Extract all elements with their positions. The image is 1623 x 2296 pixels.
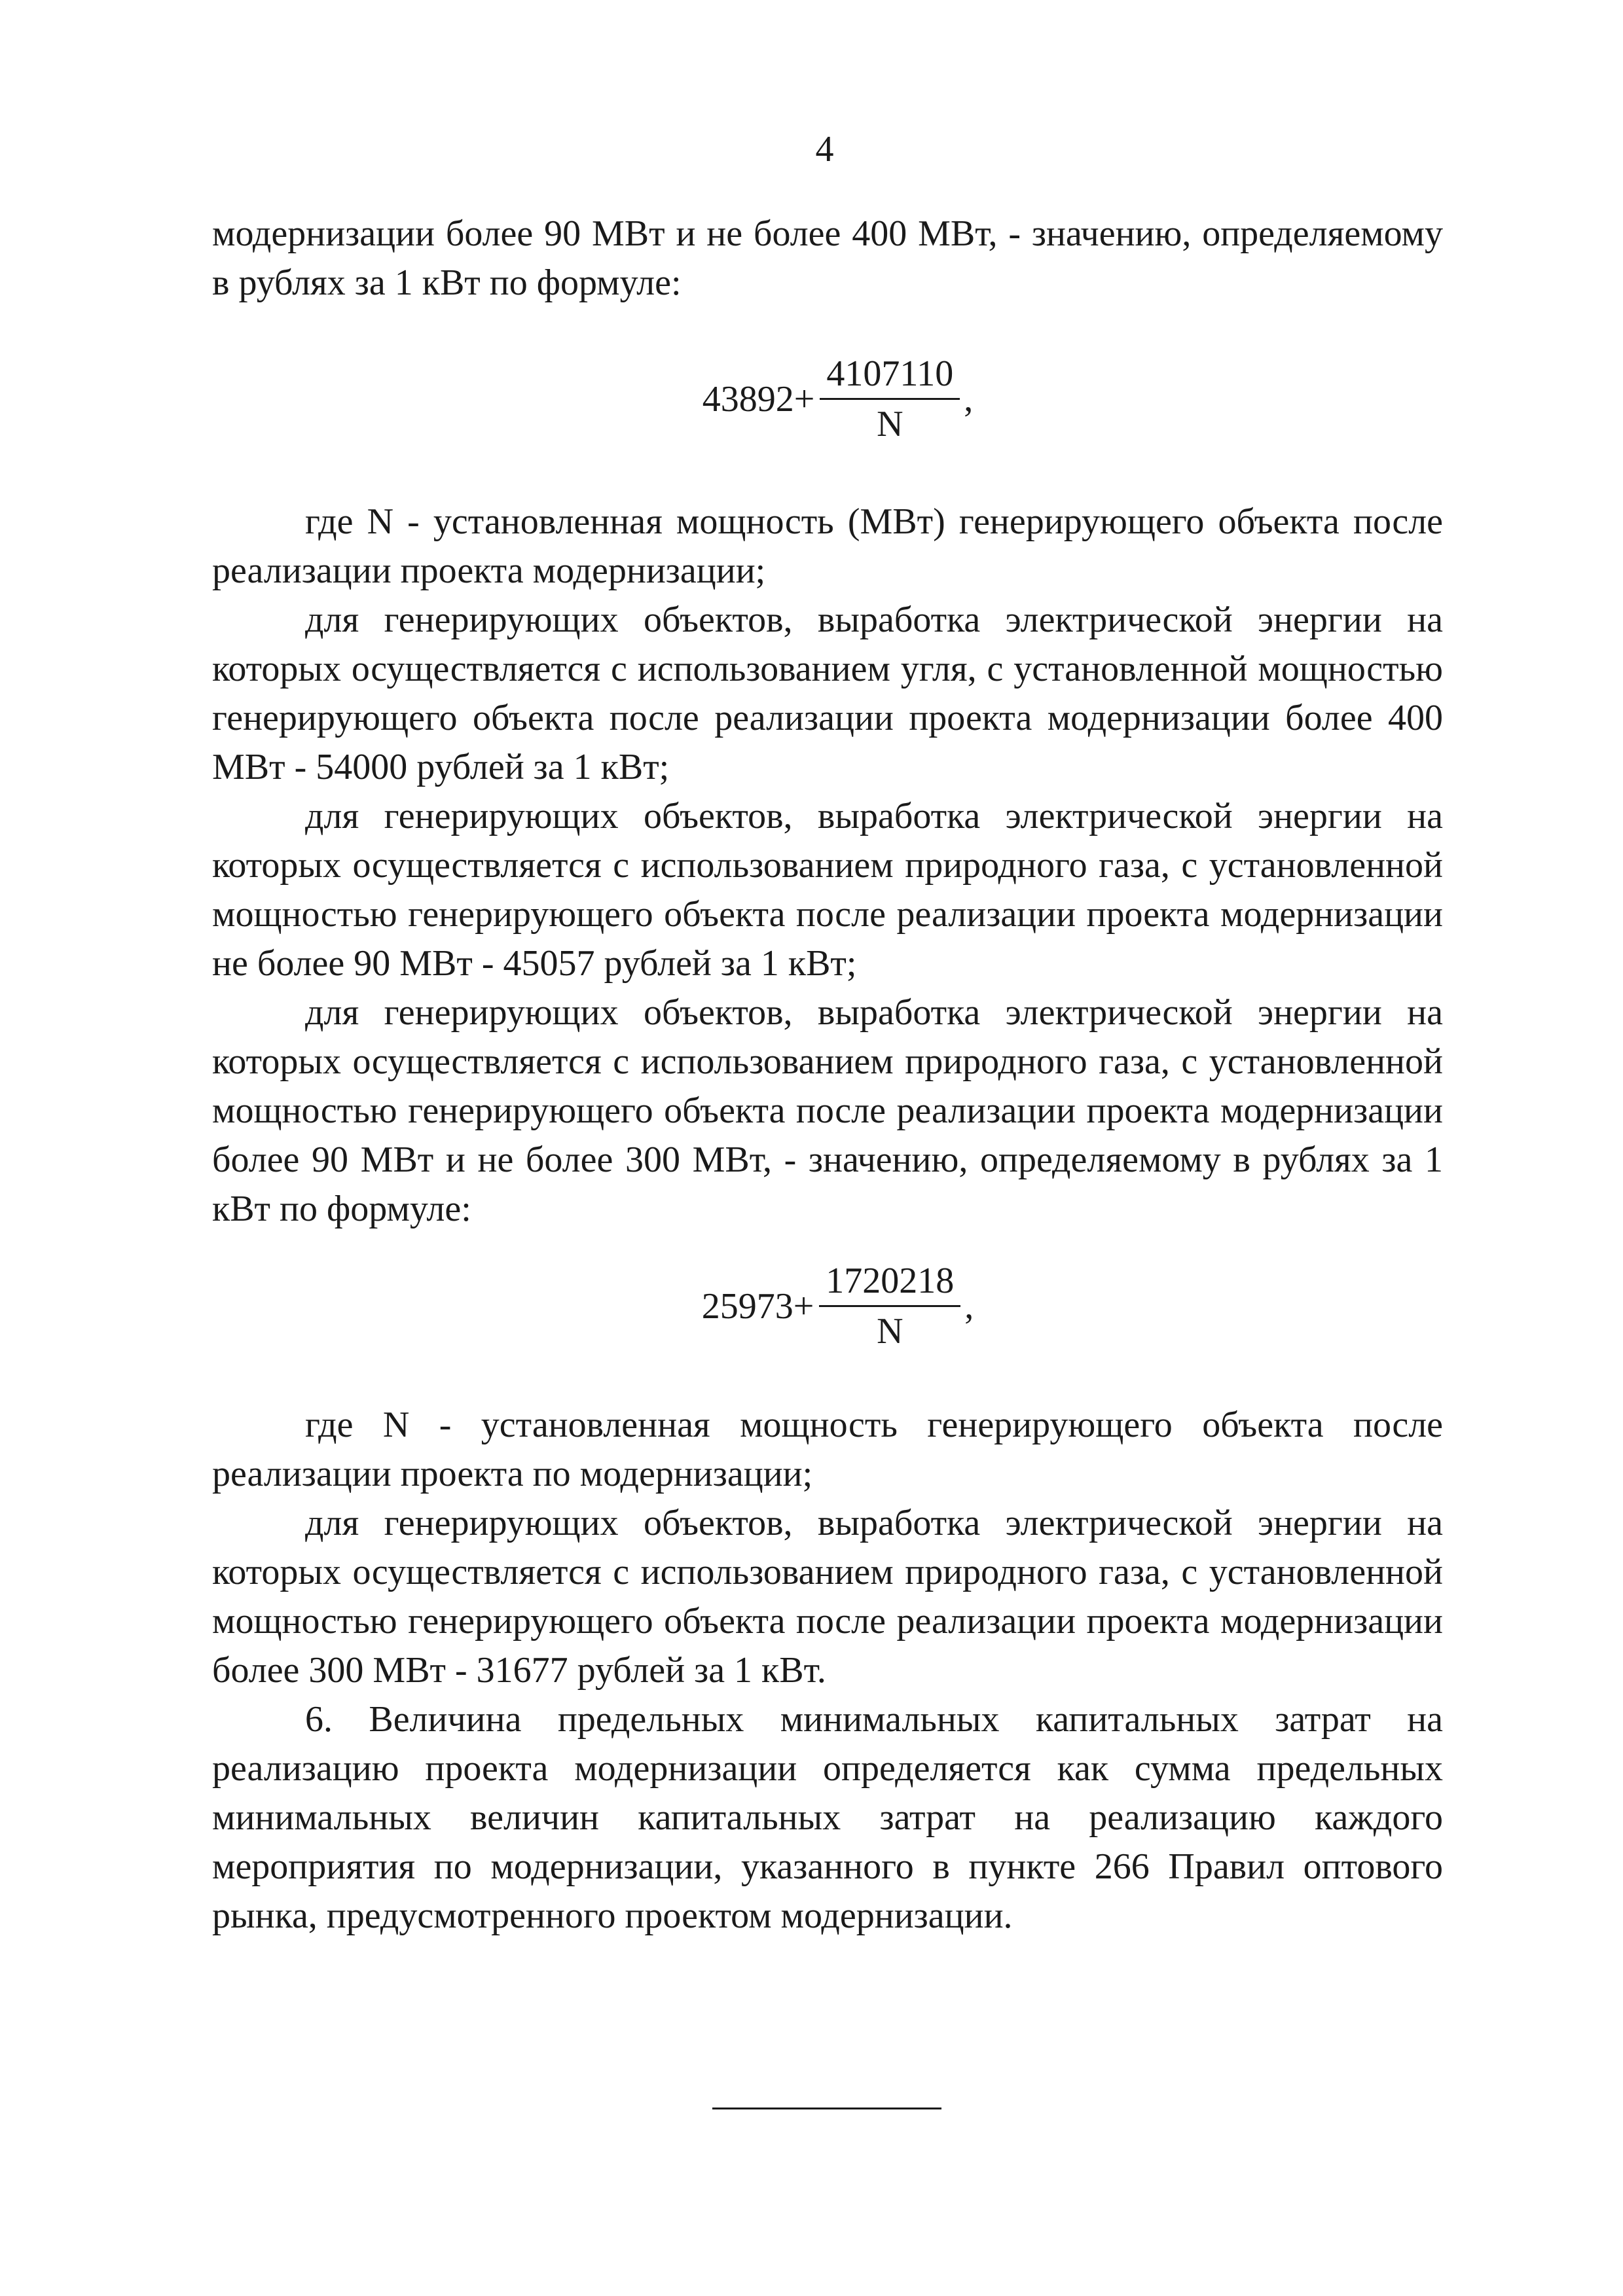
paragraph-gas-over-300: для генерирующих объектов, выработка электрической энергии на которых осуществляется с использованием природного газа, с установленной мощностью генерирующего объекта после реализации проекта модернизации более 300 МВт - 31677 рублей за 1 кВт. <box>212 1503 1443 1691</box>
formula-gas <box>26 1259 1623 1353</box>
formula-constant: 25973+ <box>701 1285 814 1327</box>
formula-comma: , <box>964 378 974 420</box>
paragraph-gas-90-300: для генерирующих объектов, выработка электрической энергии на которых осуществляется с использованием природного газа, с установленной мощностью генерирующего объекта после реализации проекта модернизации более 90 МВт и не более 300 МВт, - значению, определяемому в рублях за 1 кВт по формуле: <box>212 992 1443 1229</box>
paragraph-where-n: где N - установленная мощность (МВт) генерирующего объекта после реализации проекта модернизации; <box>212 501 1443 591</box>
formula-numerator: 1720218 <box>819 1259 960 1307</box>
page-number: 4 <box>815 129 834 170</box>
text-block-intro <box>212 209 1443 308</box>
formula-coal <box>26 352 1623 446</box>
text-block-final <box>212 1401 1443 1941</box>
paragraph-continuation: модернизации более 90 МВт и не более 400 МВт, - значению, определяемому в рублях за 1 кВт по формуле: <box>212 213 1443 303</box>
end-rule <box>712 2108 941 2109</box>
formula-comma: , <box>964 1285 974 1327</box>
formula-denominator: N <box>877 404 903 444</box>
formula-denominator: N <box>877 1311 903 1352</box>
paragraph-gas-under-90: для генерирующих объектов, выработка электрической энергии на которых осуществляется с использованием природного газа, с установленной мощностью генерирующего объекта после реализации проекта модернизации не более 90 МВт - 45057 рублей за 1 кВт; <box>212 796 1443 984</box>
formula-numerator: 4107110 <box>820 352 960 400</box>
paragraph-coal-over-400: для генерирующих объектов, выработка электрической энергии на которых осуществляется с использованием угля, с установленной мощностью генерирующего объекта после реализации проекта модернизации более 400 МВт - 54000 рублей за 1 кВт; <box>212 600 1443 787</box>
formula-constant: 43892+ <box>702 378 815 420</box>
paragraph-where-n-2: где N - установленная мощность генерирующего объекта после реализации проекта по модернизации; <box>212 1405 1443 1494</box>
text-block-middle <box>212 497 1443 1234</box>
formula-fraction <box>819 1259 960 1353</box>
paragraph-item-6: 6. Величина предельных минимальных капитальных затрат на реализацию проекта модернизации определяется как сумма предельных минимальных величин капитальных затрат на реализацию каждого мероприятия по модернизации, указанного в пункте 266 Правил оптового рынка, предусмотренного проектом модернизации. <box>212 1699 1443 1936</box>
formula-fraction <box>820 352 960 446</box>
